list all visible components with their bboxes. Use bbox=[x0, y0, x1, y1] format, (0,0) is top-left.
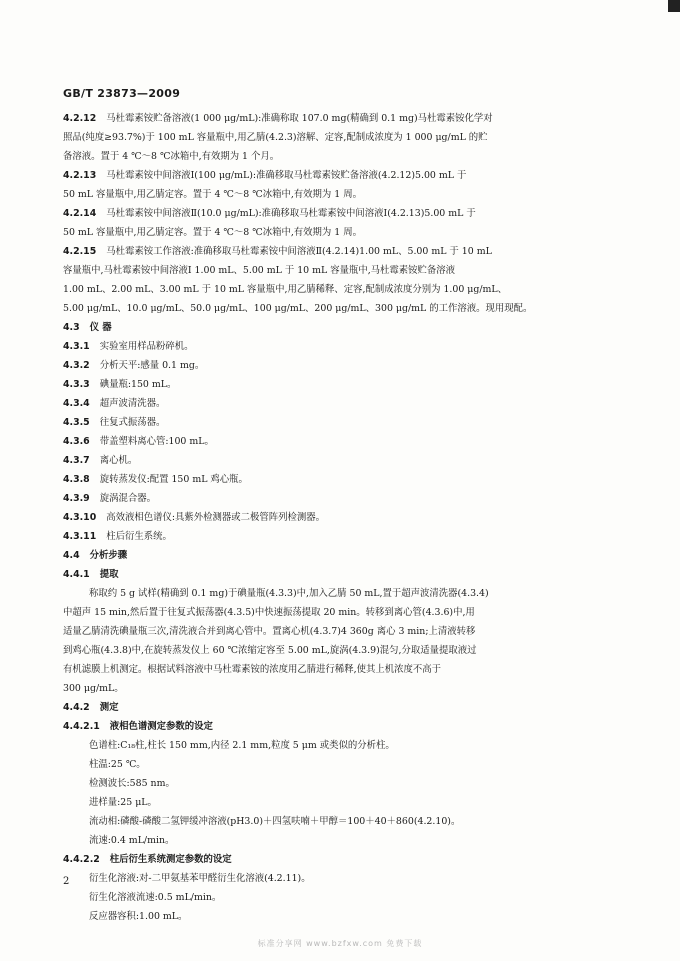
parameter-line: 柱温:25 ℃。 bbox=[89, 759, 146, 770]
item-number: 4.3.5 bbox=[63, 417, 90, 428]
section-title: 分析步骤 bbox=[89, 550, 128, 561]
section-title: 测定 bbox=[99, 702, 119, 713]
item-text: 高效液相色谱仪:具紫外检测器或二极管阵列检测器。 bbox=[106, 512, 326, 523]
paragraph-line: 备溶液。置于 4 ℃～8 ℃冰箱中,有效期为 1 个月。 bbox=[63, 151, 280, 162]
paragraph-line: 5.00 μg/mL、10.0 μg/mL、50.0 μg/mL、100 μg/mL、200 μg/mL、300 μg/mL 的工作溶液。现用现配。 bbox=[63, 303, 533, 314]
paragraph-text: 马杜霉素铵中间溶液Ⅰ(100 μg/mL):准确移取马杜霉素铵贮备溶液(4.2.12)5.00 mL 于 bbox=[106, 170, 467, 181]
page-number: 2 bbox=[63, 876, 70, 887]
paragraph-line: 50 mL 容量瓶中,用乙腈定容。置于 4 ℃～8 ℃冰箱中,有效期为 1 周。 bbox=[63, 189, 362, 200]
instrument-item bbox=[63, 527, 623, 546]
item-number: 4.3.11 bbox=[63, 531, 97, 542]
section-heading-4-3 bbox=[63, 318, 623, 337]
item-number: 4.3.7 bbox=[63, 455, 90, 466]
item-text: 离心机。 bbox=[99, 455, 138, 466]
section-title: 液相色谱测定参数的设定 bbox=[109, 721, 213, 732]
section-number: 4.2.15 bbox=[63, 246, 97, 257]
item-text: 碘量瓶:150 mL。 bbox=[99, 379, 177, 390]
section-title: 仪 器 bbox=[89, 322, 112, 333]
section-4-2-14-line-1 bbox=[63, 204, 623, 223]
item-text: 分析天平:感量 0.1 mg。 bbox=[99, 360, 205, 371]
item-number: 4.3.4 bbox=[63, 398, 90, 409]
paragraph-line: 有机滤膜上机测定。根据试料溶液中马杜霉素铵的浓度用乙腈进行稀释,使其上机浓度不高于 bbox=[63, 664, 441, 675]
item-number: 4.3.6 bbox=[63, 436, 90, 447]
section-number: 4.4.2 bbox=[63, 702, 90, 713]
item-text: 旋转蒸发仪:配置 150 mL 鸡心瓶。 bbox=[99, 474, 248, 485]
section-number: 4.4.2.2 bbox=[63, 854, 100, 865]
item-text: 旋涡混合器。 bbox=[99, 493, 156, 504]
parameter-line: 衍生化溶液流速:0.5 mL/min。 bbox=[89, 892, 222, 903]
parameter-line: 检测波长:585 nm。 bbox=[89, 778, 175, 789]
instrument-item bbox=[63, 489, 623, 508]
item-number: 4.3.10 bbox=[63, 512, 97, 523]
section-number: 4.4.2.1 bbox=[63, 721, 100, 732]
parameter-line: 反应器容积:1.00 mL。 bbox=[89, 911, 188, 922]
section-heading-4-4-2-1 bbox=[63, 717, 623, 736]
instrument-item bbox=[63, 508, 623, 527]
section-number: 4.4 bbox=[63, 550, 80, 561]
instrument-item bbox=[63, 394, 623, 413]
instrument-item bbox=[63, 413, 623, 432]
parameter-line: 流速:0.4 mL/min。 bbox=[89, 835, 175, 846]
item-text: 实验室用样品粉碎机。 bbox=[99, 341, 194, 352]
section-number: 4.2.14 bbox=[63, 208, 97, 219]
section-title: 柱后衍生系统测定参数的设定 bbox=[109, 854, 232, 865]
paragraph-line: 容量瓶中,马杜霉素铵中间溶液Ⅰ 1.00 mL、5.00 mL 于 10 mL 容量瓶中,马杜霉素铵贮备溶液 bbox=[63, 265, 456, 276]
item-text: 柱后衍生系统。 bbox=[106, 531, 172, 542]
parameter-line: 流动相:磷酸-磷酸二氢钾缓冲溶液(pH3.0)＋四氢呋喃＋甲醇＝100＋40＋860(4.2.10)。 bbox=[89, 816, 461, 827]
paragraph-line: 1.00 mL、2.00 mL、3.00 mL 于 10 mL 容量瓶中,用乙腈稀释、定容,配制成浓度分别为 1.00 μg/mL、 bbox=[63, 284, 508, 295]
section-title: 提取 bbox=[99, 569, 119, 580]
section-heading-4-4-2 bbox=[63, 698, 623, 717]
section-heading-4-4 bbox=[63, 546, 623, 565]
parameter-line: 衍生化溶液:对-二甲氨基苯甲醛衍生化溶液(4.2.11)。 bbox=[89, 873, 311, 884]
paragraph-line: 300 μg/mL。 bbox=[63, 683, 124, 694]
instrument-item bbox=[63, 356, 623, 375]
paragraph-line: 适量乙腈清洗碘量瓶三次,清洗液合并到离心管中。置离心机(4.3.7)4 360g 离心 3 min;上清液转移 bbox=[63, 626, 476, 637]
section-heading-4-4-1 bbox=[63, 565, 623, 584]
section-4-2-13-line-1 bbox=[63, 166, 623, 185]
instrument-item bbox=[63, 432, 623, 451]
item-number: 4.3.1 bbox=[63, 341, 90, 352]
section-number: 4.3 bbox=[63, 322, 80, 333]
item-text: 往复式振荡器。 bbox=[99, 417, 166, 428]
watermark-footer: 标准分享网 www.bzfxw.com 免费下载 bbox=[257, 939, 423, 948]
section-4-2-12-line-1 bbox=[63, 109, 623, 128]
item-number: 4.3.3 bbox=[63, 379, 90, 390]
item-number: 4.3.9 bbox=[63, 493, 90, 504]
instrument-item bbox=[63, 375, 623, 394]
paragraph-line: 照品(纯度≥93.7%)于 100 mL 容量瓶中,用乙腈(4.2.3)溶解、定容,配制成浓度为 1 000 μg/mL 的贮 bbox=[63, 132, 488, 143]
paragraph-text: 马杜霉素铵工作溶液:准确移取马杜霉素铵中间溶液Ⅱ(4.2.14)1.00 mL、5.00 mL 于 10 mL bbox=[106, 246, 492, 257]
section-heading-4-4-2-2 bbox=[63, 850, 623, 869]
section-number: 4.2.12 bbox=[63, 113, 97, 124]
parameter-line: 色谱柱:C₁₈柱,柱长 150 mm,内径 2.1 mm,粒度 5 μm 或类似的分析柱。 bbox=[89, 740, 395, 751]
section-4-2-15-line-1 bbox=[63, 242, 623, 261]
paragraph-line: 称取约 5 g 试样(精确到 0.1 mg)于碘量瓶(4.3.3)中,加入乙腈 50 mL,置于超声波清洗器(4.3.4) bbox=[89, 588, 489, 599]
instrument-item bbox=[63, 470, 623, 489]
scan-corner-mark bbox=[668, 0, 680, 12]
standard-number-header: GB/T 23873—2009 bbox=[63, 87, 181, 100]
item-text: 超声波清洗器。 bbox=[99, 398, 166, 409]
paragraph-line: 50 mL 容量瓶中,用乙腈定容。置于 4 ℃～8 ℃冰箱中,有效期为 1 周。 bbox=[63, 227, 362, 238]
paragraph-line: 中超声 15 min,然后置于往复式振荡器(4.3.5)中快速振荡提取 20 min。转移到离心管(4.3.6)中,用 bbox=[63, 607, 475, 618]
item-number: 4.3.8 bbox=[63, 474, 90, 485]
instrument-item bbox=[63, 451, 623, 470]
item-text: 带盖塑料离心管:100 mL。 bbox=[99, 436, 214, 447]
paragraph-text: 马杜霉素铵贮备溶液(1 000 μg/mL):准确称取 107.0 mg(精确到 0.1 mg)马杜霉素铵化学对 bbox=[106, 113, 493, 124]
section-number: 4.2.13 bbox=[63, 170, 97, 181]
parameter-line: 进样量:25 μL。 bbox=[89, 797, 157, 808]
instrument-item bbox=[63, 337, 623, 356]
paragraph-text: 马杜霉素铵中间溶液Ⅱ(10.0 μg/mL):准确移取马杜霉素铵中间溶液Ⅰ(4.2.13)5.00 mL 于 bbox=[106, 208, 476, 219]
section-number: 4.4.1 bbox=[63, 569, 90, 580]
document-body bbox=[63, 109, 623, 926]
paragraph-line: 到鸡心瓶(4.3.8)中,在旋转蒸发仪上 60 ℃浓缩定容至 5.00 mL,旋涡(4.3.9)混匀,分取适量提取液过 bbox=[63, 645, 477, 656]
item-number: 4.3.2 bbox=[63, 360, 90, 371]
